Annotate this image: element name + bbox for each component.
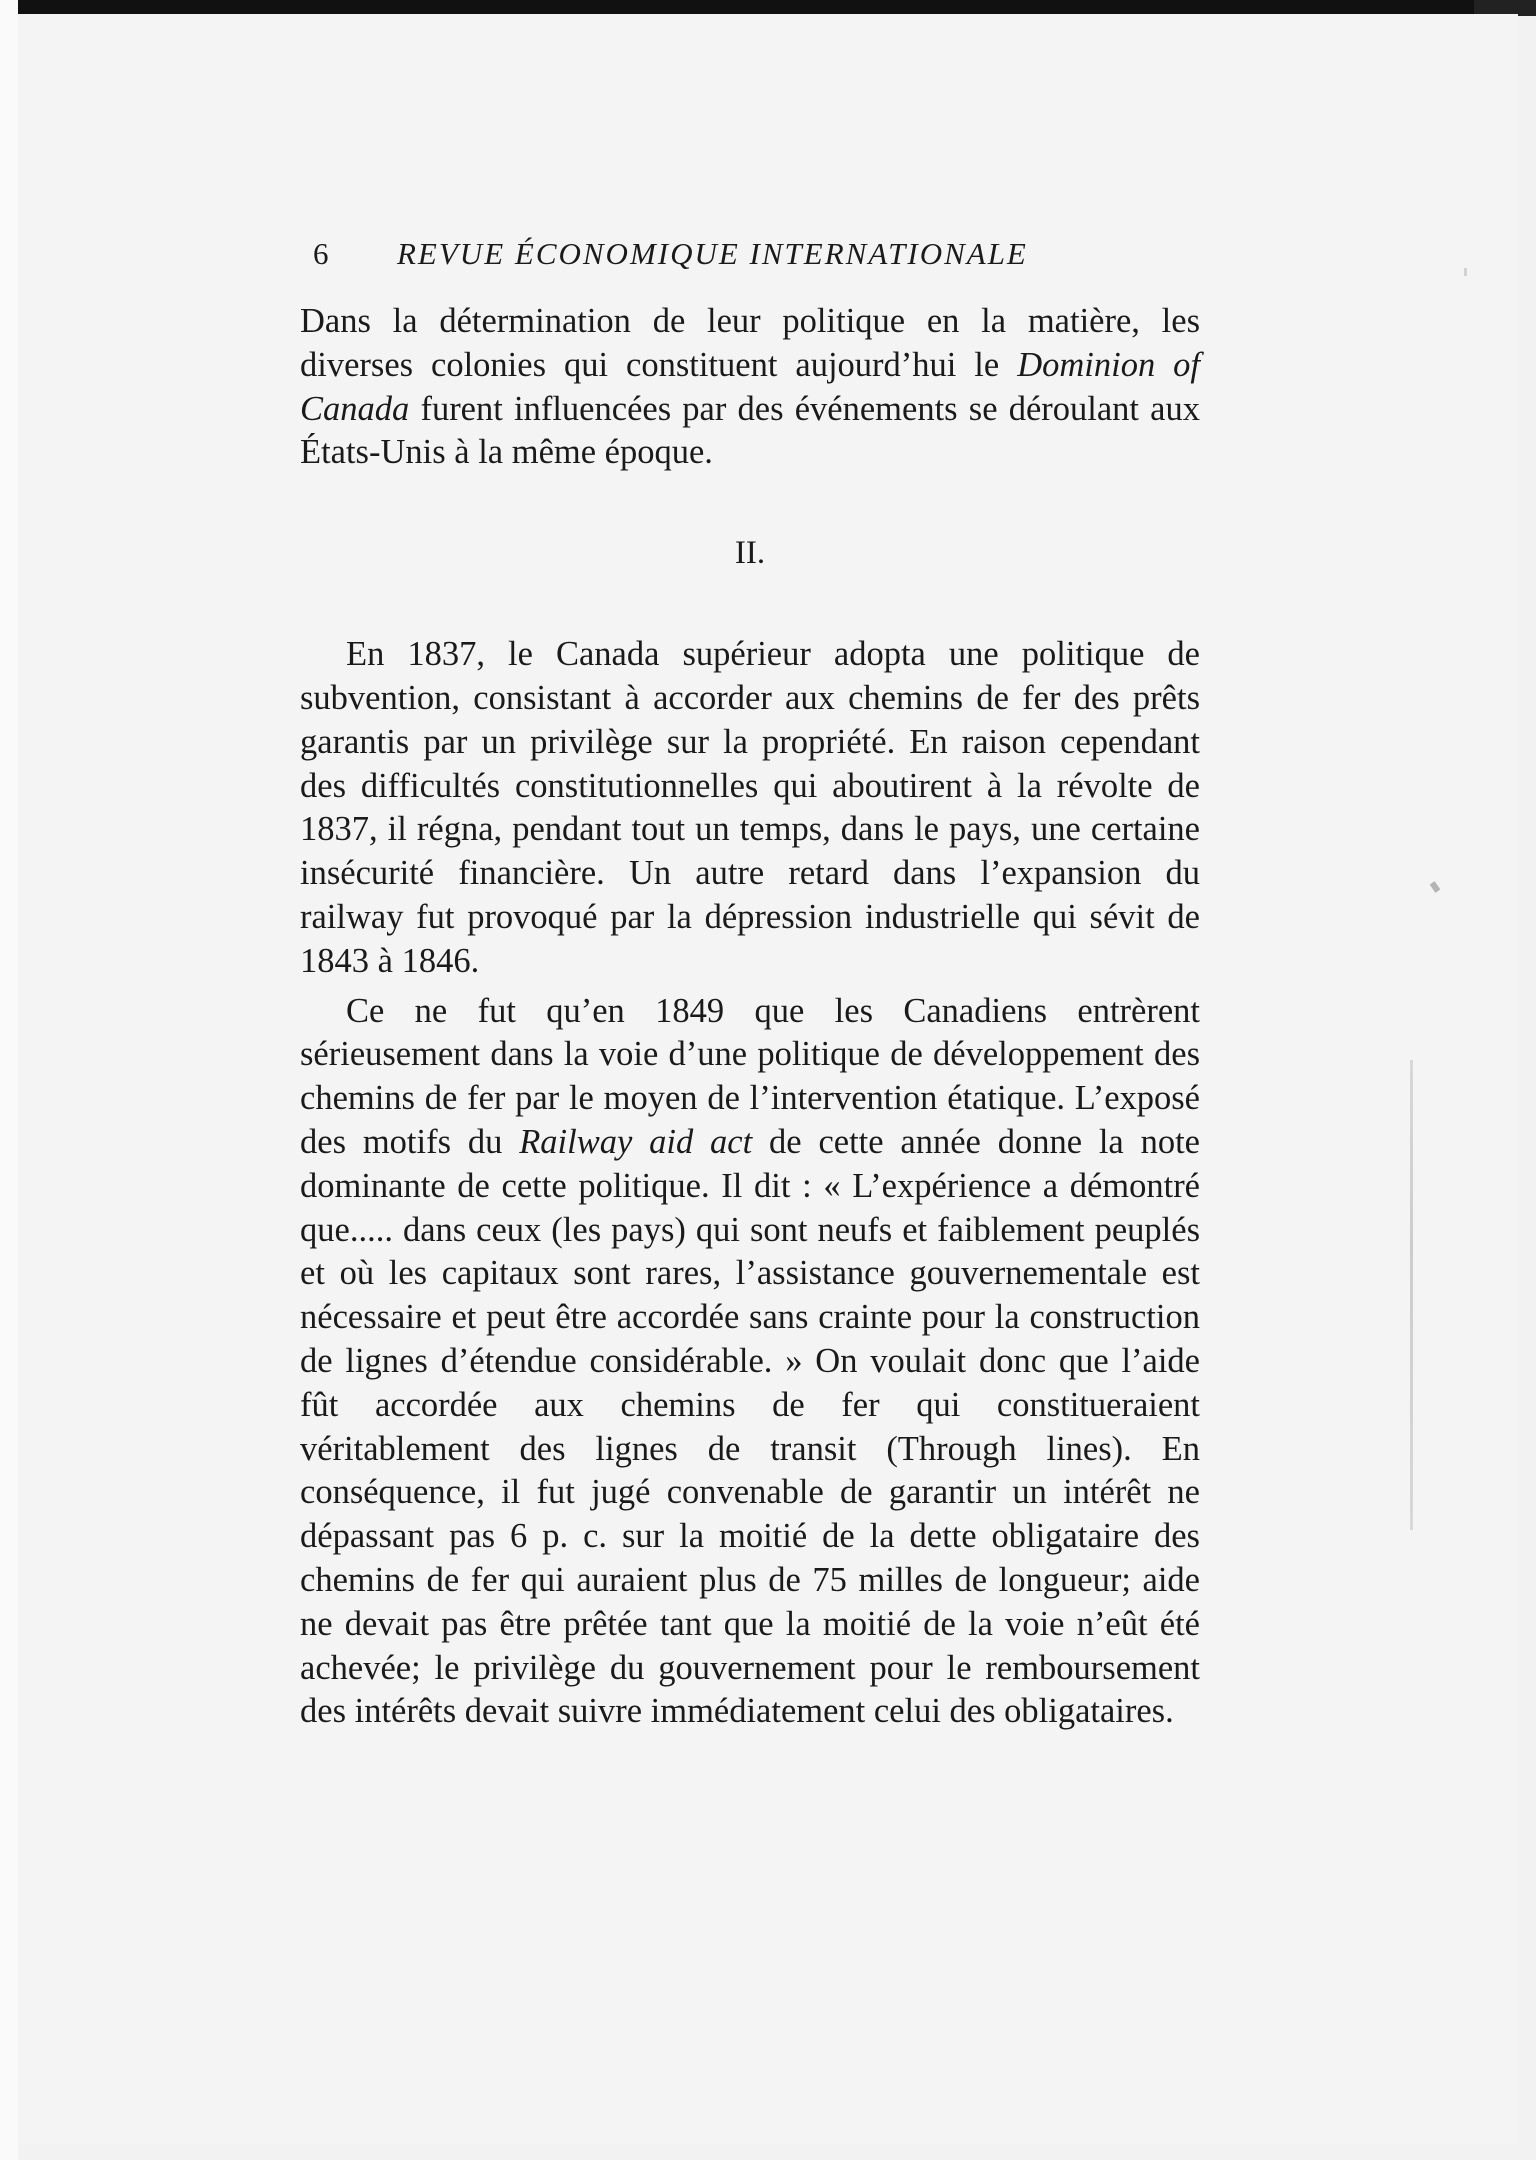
margin-pencil-mark bbox=[1410, 1060, 1413, 1530]
scan-border-left bbox=[0, 0, 18, 2160]
scan-border-top bbox=[0, 0, 1536, 14]
paragraph-2 bbox=[300, 990, 1200, 1735]
body-text bbox=[300, 300, 1200, 1734]
scan-speck bbox=[1464, 268, 1467, 276]
section-number: II. bbox=[734, 535, 766, 572]
paragraph-2-text-part-2: de cette année donne la note dominante de cette politique. Il dit : « L’expérience a démontré que..... dans ceux (les pays) qui sont neufs et faiblement peuplés et où les capitaux sont rares, l’assistance gouvernementale est nécessaire et peut être accordée sans crainte pour la construction de lignes d’étendue considérable. » On voulait donc que l’aide fût accordée aux chemins de fer qui constitueraient véritablement des lignes de transit (Through lines). En conséquence, il fut jugé convenable de garantir un intérêt ne dépassant pas 6 p. c. sur la moitié de la dette obligataire des chemins de fer qui auraient plus de 75 milles de longueur; aide ne devait pas être prêtée tant que la moitié de la voie n’eût été achevée; le privilège du gouvernement pour le remboursement des intérêts devait suivre immédiatement celui des obligataires. bbox=[300, 1122, 1200, 1731]
intro-text-part-1: Dans la détermination de leur politique en la matière, les diverses colonies qui constituent aujourd’hui le bbox=[300, 302, 1200, 384]
intro-paragraph bbox=[300, 300, 1200, 475]
page-number: 6 bbox=[313, 236, 329, 271]
paragraph-1: En 1837, le Canada supérieur adopta une politique de subvention, consistant à accorder aux chemins de fer des prêts garantis par un privilège sur la propriété. En raison cependant des difficultés constitutionnelles qui aboutirent à la révolte de 1837, il régna, pendant tout un temps, dans le pays, une certaine insécurité financière. Un autre retard dans l’expansion du railway fut provoqué par la dépression industrielle qui sévit de 1843 à 1846. bbox=[300, 635, 1200, 980]
paragraph-2-italic-railway-aid-act: Railway aid act bbox=[519, 1122, 753, 1161]
intro-italic-dominion: Dominion of Canada bbox=[300, 345, 1200, 428]
intro-text-part-2: furent influencées par des événements se déroulant aux États-Unis à la même époque. bbox=[300, 389, 1200, 472]
paragraph-2-text-part-1: Ce ne fut qu’en 1849 que les Canadiens entrèrent sérieusement dans la voie d’une politique de développement des chemins de fer par le moyen de l’intervention étatique. L’exposé des motifs du bbox=[300, 991, 1200, 1161]
running-title: REVUE ÉCONOMIQUE INTERNATIONALE bbox=[397, 236, 1028, 271]
page-header bbox=[313, 236, 1193, 286]
